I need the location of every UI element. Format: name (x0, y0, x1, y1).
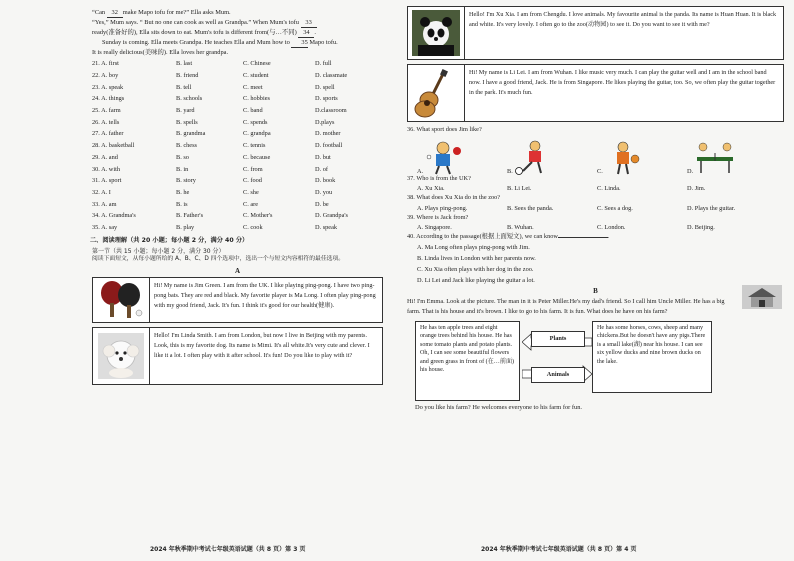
option-d[interactable]: D. classmate (315, 72, 348, 80)
q39-option-b[interactable]: B. Wuhan. (507, 224, 534, 231)
option-row (92, 152, 383, 164)
option-c[interactable]: C. tennis (243, 142, 266, 150)
q37-option-d[interactable]: D. Jim. (687, 185, 706, 192)
farm-house-icon (742, 285, 782, 309)
instruction: 阅读下面短文，从每小题所给的 A、B、C、D 四个选项中，选出一个与短文内容相符的最佳选项。 (92, 256, 345, 263)
q36-option-d[interactable]: D. (687, 139, 777, 175)
right-page (397, 0, 794, 561)
option-row (92, 222, 383, 234)
option-d[interactable]: D. mother (315, 130, 341, 138)
question-36-options (407, 135, 784, 175)
option-c[interactable]: C. cook (243, 223, 263, 231)
option-d[interactable]: D. full (315, 60, 332, 68)
option-a[interactable]: 35. A. say (92, 223, 118, 231)
option-c[interactable]: C. Chinese (243, 60, 271, 68)
option-b[interactable]: B. is (176, 200, 188, 208)
question-36: 36. What sport does Jim like? (407, 126, 482, 133)
option-row (92, 187, 383, 199)
option-a[interactable]: 22. A. boy (92, 72, 119, 80)
question-40: 40. According to the passage(根据上面短文), we can know . (407, 233, 610, 240)
passage-line: Sunday is coming. Ella meets Grandpa. He teaches Ella and Mum how to 35 Mapo tofu. (102, 39, 338, 46)
option-b[interactable]: B. so (176, 153, 189, 161)
jim-text: Hi! My name is Jim Green. I am from the UK. I like playing ping-pong. I have two ping-pong bats. They are red and black. My favorite player is Ma Long. I often play ping-pong with my good friend, Jack. It's fun. I think it's good for our health(健康). (154, 281, 376, 309)
option-a[interactable]: 27. A. father (92, 130, 124, 138)
linda-passage (92, 327, 383, 385)
q39-option-a[interactable]: A. Singapore. (417, 224, 452, 231)
q38-option-d[interactable]: D. Plays the guitar. (687, 204, 736, 212)
option-row (92, 105, 383, 117)
option-d[interactable]: D. speak (315, 223, 338, 231)
jim-passage (92, 277, 383, 323)
option-a[interactable]: 21. A. first (92, 60, 119, 68)
option-a[interactable]: 30. A. with (92, 165, 120, 173)
option-d[interactable]: D. but (315, 153, 331, 161)
option-c[interactable]: C. food (243, 177, 262, 185)
answer-blank[interactable]: 34 (298, 28, 314, 38)
linda-text: Hello! I'm Linda Smith. I am from London, but now I live in Beijing with my parents. Look, this is my favorite dog. Its name is Mimi. It's all white.It's very cute and clever. I like it a lot. I often play with it after school. It's fun! Do you like to play with it? (154, 331, 370, 359)
option-a[interactable]: 23. A. speak (92, 83, 124, 91)
option-b[interactable]: B. story (176, 177, 196, 185)
option-row (92, 128, 383, 140)
table-tennis-icon (693, 139, 737, 175)
option-row (92, 58, 383, 70)
option-row (92, 175, 383, 187)
option-d[interactable]: D. you (315, 188, 333, 196)
q36-option-a[interactable]: A. (417, 139, 507, 175)
q40-option-a[interactable]: A. Ma Long often plays ping-pong with Jim. (417, 243, 530, 251)
basketball-player-icon (603, 139, 643, 175)
passage-label-b: B (593, 286, 598, 295)
lilei-text: Hi! My name is Li Lei. I am from Wuhan. I like music very much. I can play the guitar well and I am in the school band now. I have a good friend, Jack. He is from Singapore. He likes playing the guitar, too. So, we often play the guitar together in the park. It's much fun. (469, 69, 776, 96)
option-row (92, 93, 383, 105)
option-c[interactable]: C. from (243, 165, 263, 173)
xuxia-text: Hello! I'm Xu Xia. I am from Chengdu. I love animals. My favourite animal is the panda. Its name is Huan Huan. It is black and white. It's very lovely. I often go to the zoo(动物园) to see it. Do you want to see it with me? (469, 11, 777, 28)
animals-label: Animals (531, 367, 585, 383)
q39-option-c[interactable]: C. London. (597, 224, 626, 231)
option-d[interactable]: D.plays (315, 118, 335, 126)
option-row (92, 81, 383, 93)
option-d[interactable]: D. spell (315, 83, 335, 91)
question-37: 37. Who is from the UK? (407, 174, 471, 182)
option-a[interactable]: 32. A. I (92, 188, 111, 196)
q36-option-b[interactable]: B. (507, 139, 597, 175)
option-c[interactable]: C. because (243, 153, 271, 161)
passage-line: ready(准备好的), Ella sits down to eat. Mum's tofu is different from(与…不同) 34 . (92, 29, 316, 36)
page-footer-left: 2024 年秋季期中考试七年级英语试题（共 8 页）第 3 页 (150, 546, 306, 553)
option-a[interactable]: 31. A. sport (92, 177, 122, 185)
question-39: 39. Where is Jack from? (407, 213, 469, 221)
page-footer-right: 2024 年秋季期中考试七年级英语试题（共 8 页）第 4 页 (481, 546, 637, 553)
ping-pong-bats-icon (93, 278, 150, 322)
option-b[interactable]: B. he (176, 188, 190, 196)
q40-blank[interactable] (558, 237, 608, 238)
cloze-passage-end (92, 8, 383, 57)
passage-line: “Can 32 make Mapo tofu for me?” Ella asks Mum. (92, 9, 231, 16)
passage-line: It is really delicious(美味的). Ella loves her grandpa. (92, 49, 229, 56)
q37-option-b[interactable]: B. Li Lei. (507, 185, 532, 192)
option-b[interactable]: B. spells (176, 118, 198, 126)
option-a[interactable]: 29. A. and (92, 153, 118, 161)
option-d[interactable]: D.classroom (315, 107, 347, 115)
passage-line: “Yes,” Mum says. “ But no one can cook as well as Grandpa.” When Mum's tofu 33 (92, 18, 383, 28)
option-a[interactable]: 28. A. basketball (92, 142, 135, 150)
q37-option-c[interactable]: C. Linda. (597, 185, 621, 192)
answer-blank[interactable]: 32 (107, 8, 123, 18)
option-b[interactable]: B. yard (176, 107, 195, 115)
option-b[interactable]: B. schools (176, 95, 203, 103)
farm-diagram (407, 321, 784, 401)
q40-option-b[interactable]: B. Linda lives in London with her parents now. (417, 254, 536, 262)
q36-option-c[interactable]: C. (597, 139, 687, 175)
option-b[interactable]: B. friend (176, 72, 199, 80)
option-c[interactable]: C. meet (243, 83, 263, 91)
option-row (92, 210, 383, 222)
q38-option-b[interactable]: B. Sees the panda. (507, 204, 554, 212)
option-a[interactable]: 34. A. Grandma's (92, 212, 136, 220)
option-d[interactable]: D. sports (315, 95, 338, 103)
option-c[interactable]: C. band (243, 107, 263, 115)
option-row (92, 140, 383, 152)
q38-option-a[interactable]: A. Plays ping-pong. (417, 204, 468, 212)
option-row (92, 163, 383, 175)
closing-line: Do you like his farm? He welcomes everyone to his farm for fun. (415, 403, 582, 411)
question-38-options (407, 203, 784, 214)
option-c[interactable]: C. she (243, 188, 259, 196)
option-d[interactable]: D. of (315, 165, 328, 173)
option-b[interactable]: B. Father's (176, 212, 204, 220)
question-39-options (407, 222, 784, 233)
football-player-icon (513, 139, 553, 175)
option-b[interactable]: B. chess (176, 142, 197, 150)
option-d[interactable]: D. Grandpa's (315, 212, 348, 220)
option-c[interactable]: C. student (243, 72, 269, 80)
plants-description: He has ten apple trees and eight orange trees behind his house. He has some tomato plants and potato plants. Oh, I can see some beautiful flowers and green grass in front of (在…前面) his house. (415, 321, 520, 401)
lilei-passage (407, 64, 784, 122)
part-title: 第一节（共 15 小题；每小题 2 分，满分 30 分） (92, 248, 225, 256)
q38-option-c[interactable]: C. Sees a dog. (597, 204, 633, 212)
emma-passage (407, 297, 784, 317)
guitar-icon (408, 65, 465, 121)
white-dog-icon (93, 328, 150, 384)
q39-option-d[interactable]: D. Beijing. (687, 224, 715, 231)
panda-icon (408, 7, 465, 59)
passage-label-a: A (234, 266, 241, 275)
animals-description: He has some horses, cows, sheep and many chickens.But he doesn't have any pigs.There is a small lake(湖) near his house. I can see six yellow ducks and nine brown ducks on the lake. (592, 321, 712, 393)
option-c[interactable]: C. Mother's (243, 212, 273, 220)
option-c[interactable]: C. spends (243, 118, 268, 126)
q40-option-c[interactable]: C. Xu Xia often plays with her dog in the zoo. (417, 265, 534, 273)
option-row (92, 70, 383, 82)
option-a[interactable]: 25. A. farm (92, 107, 121, 115)
option-b[interactable]: B. in (176, 165, 189, 173)
answer-blank[interactable]: 35 (291, 38, 307, 48)
answer-blank[interactable]: 33 (301, 18, 317, 28)
ping-pong-player-icon (423, 139, 463, 175)
option-c[interactable]: C. are (243, 200, 259, 208)
option-b[interactable]: B. play (176, 223, 195, 231)
cloze-options (92, 58, 383, 233)
option-a[interactable]: 26. A. tells (92, 118, 120, 126)
emma-text: Hi! I'm Emma. Look at the picture. The man in it is Peter Miller.He's my dad's friend. So I call him Uncle Miller. He has a big farm. That is his house and it's brown. I like to go to his farm. It is fun. What does he have on his farm? (407, 297, 725, 315)
question-37-options (407, 183, 784, 194)
xuxia-passage (407, 6, 784, 60)
q37-option-a[interactable]: A. Xu Xia. (417, 185, 445, 192)
option-row (92, 116, 383, 128)
option-d[interactable]: D. football (315, 142, 343, 150)
option-a[interactable]: 24. A. things (92, 95, 125, 103)
option-b[interactable]: B. tell (176, 83, 192, 91)
option-c[interactable]: C. grandpa (243, 130, 271, 138)
q40-option-d[interactable]: D. Li Lei and Jack like playing the guitar a lot. (417, 276, 535, 284)
option-row (92, 198, 383, 210)
option-a[interactable]: 33. A. am (92, 200, 117, 208)
option-b[interactable]: B. last (176, 60, 193, 68)
question-38: 38. What does Xu Xia do in the zoo? (407, 194, 501, 201)
option-b[interactable]: B. grandma (176, 130, 206, 138)
section-title: 二、阅读理解（共 20 小题；每小题 2 分，满分 40 分） (90, 237, 249, 245)
option-d[interactable]: D. book (315, 177, 336, 185)
option-c[interactable]: C. hobbies (243, 95, 270, 103)
option-d[interactable]: D. be (315, 200, 329, 208)
plants-label: Plants (531, 331, 585, 347)
